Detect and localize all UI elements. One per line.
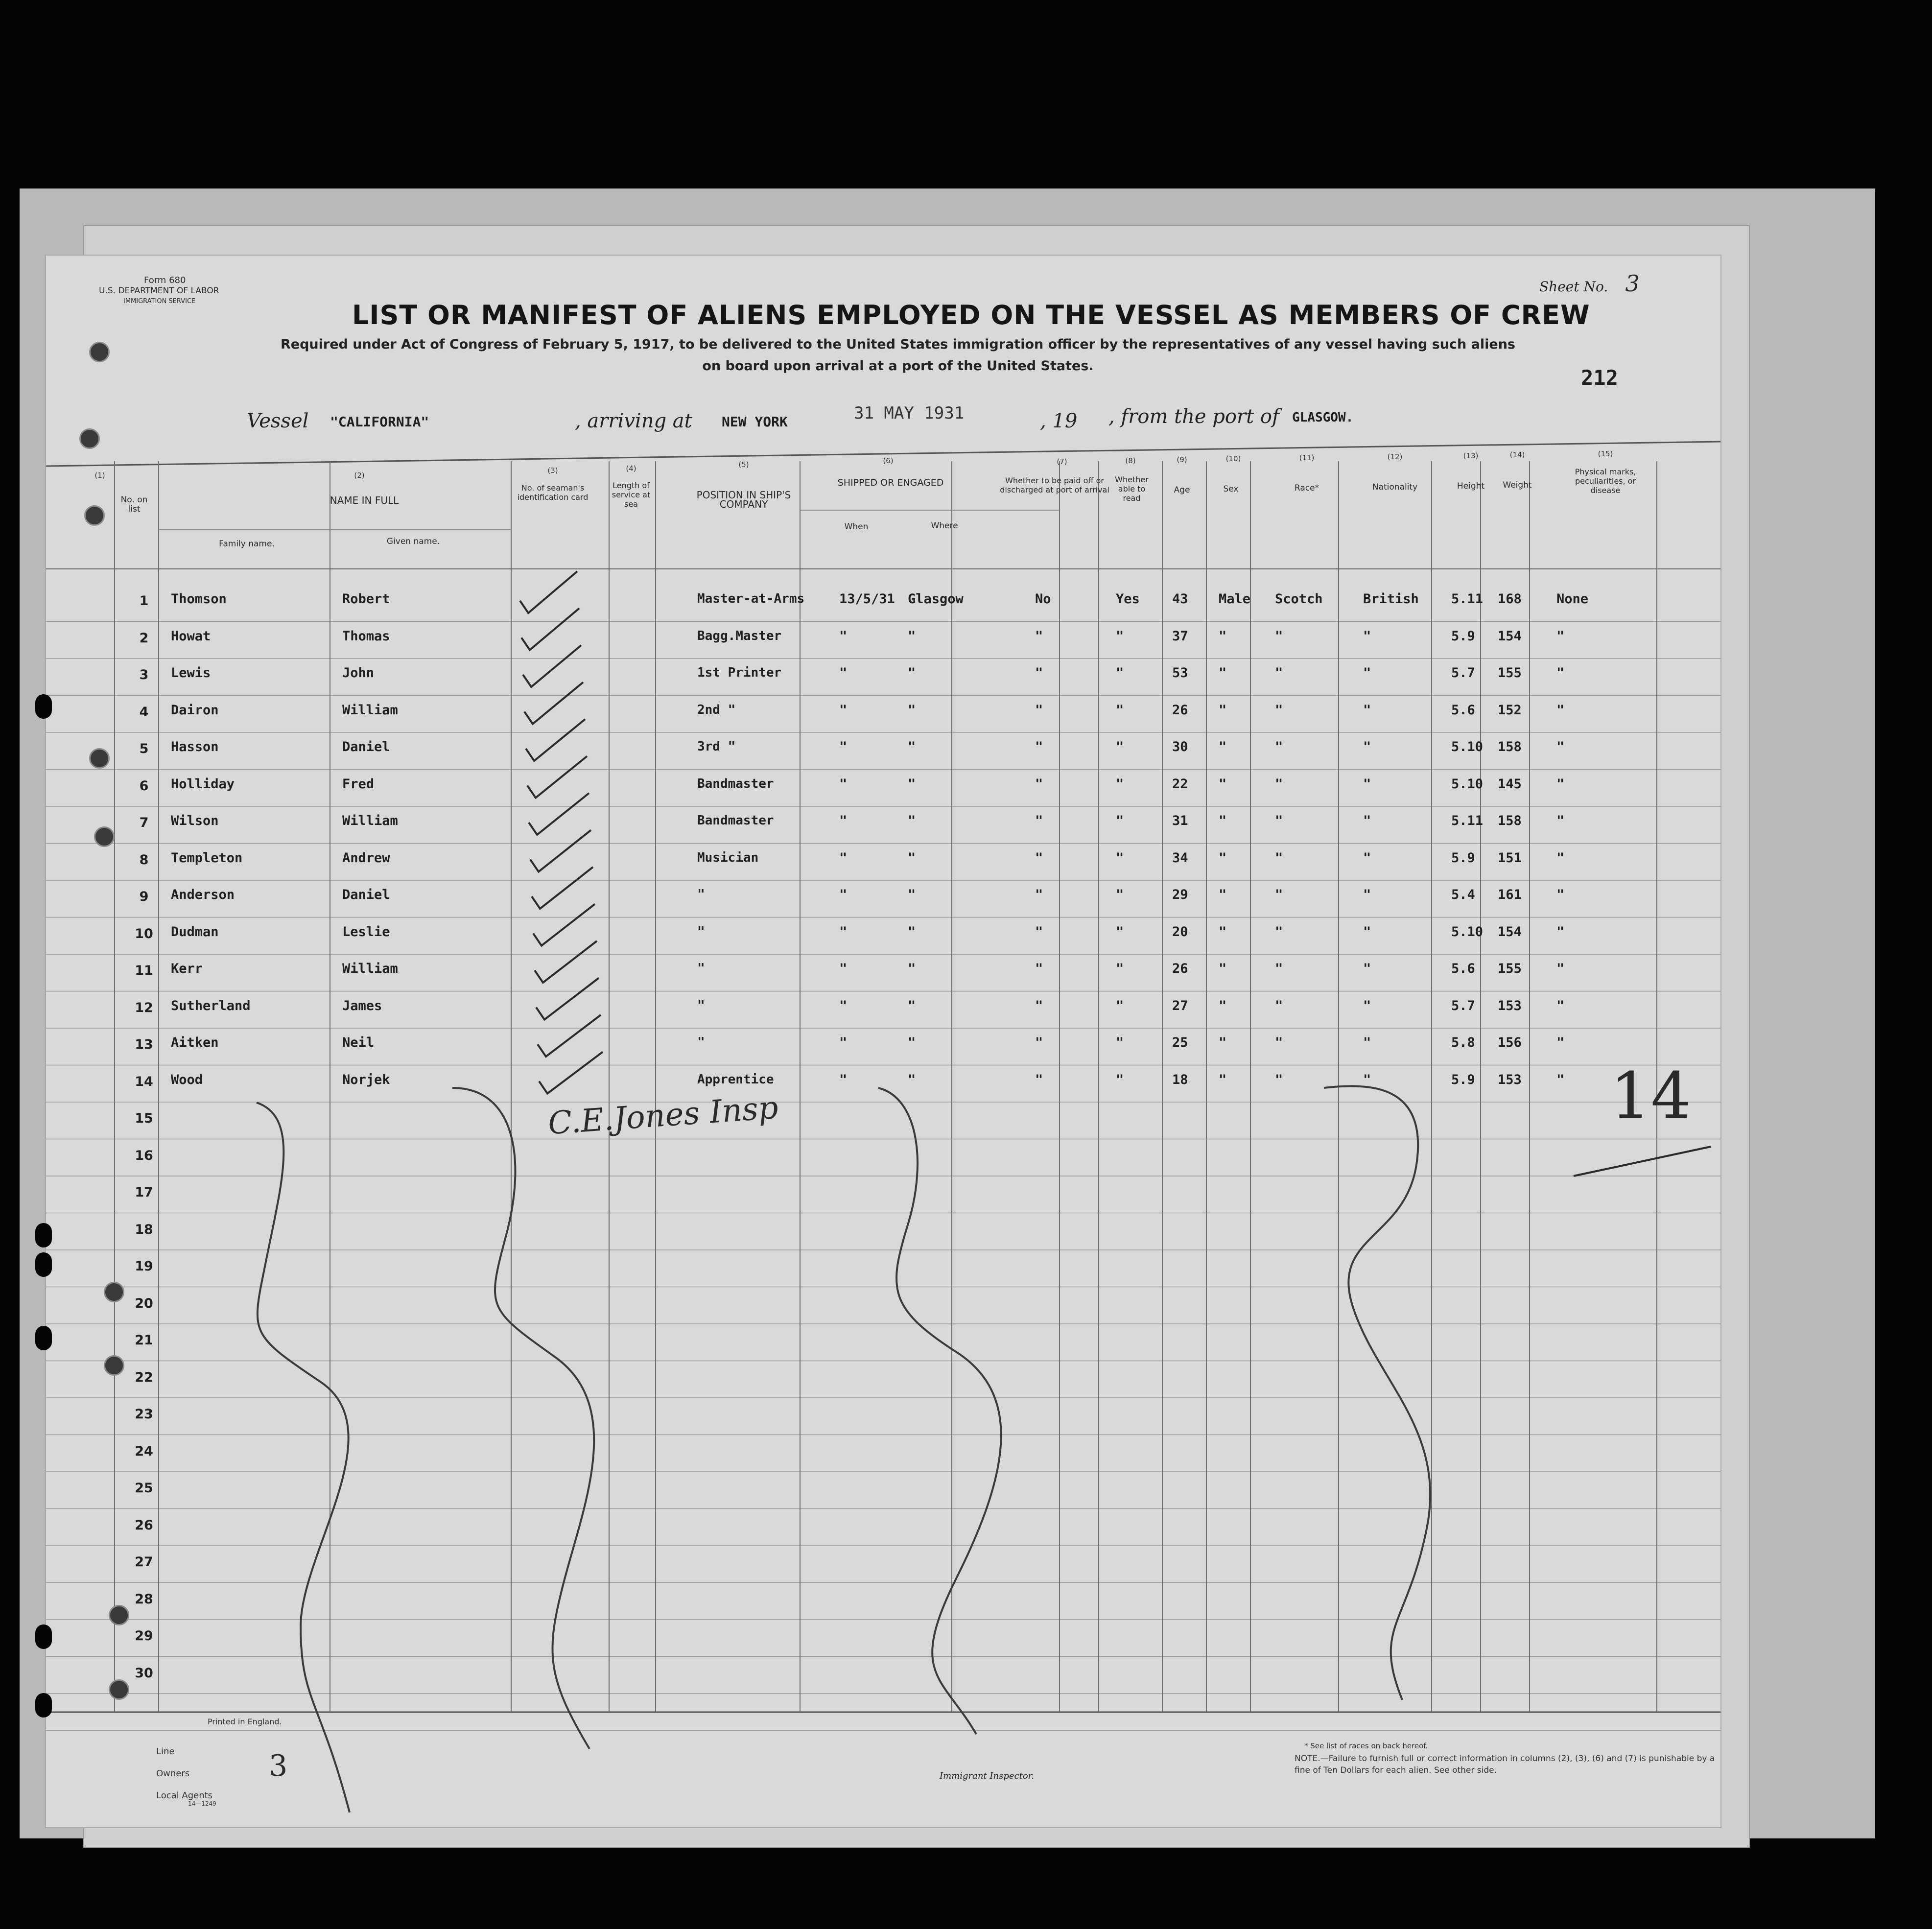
sex-cell: " [1219,776,1227,792]
paid-off-cell: " [1035,1035,1043,1050]
physical-marks-cell: " [1556,850,1565,866]
physical-marks-cell: " [1556,739,1565,754]
row-number: 17 [135,1185,153,1200]
weight-cell: 151 [1498,850,1522,866]
nationality-cell: " [1363,924,1371,940]
binder-clip [35,1252,52,1277]
paid-off-cell: " [1035,998,1043,1013]
row-number: 5 [139,741,149,756]
from-port-label: , from the port of [1108,405,1279,428]
age-cell: 37 [1172,628,1188,644]
height-cell: 5.10 [1451,924,1484,940]
weight-cell: 154 [1498,628,1522,644]
shipped-when-cell: " [839,1072,848,1087]
family-name-cell: Wood [171,1072,203,1087]
shipped-where-cell: Glasgow [908,591,964,607]
able-to-read-cell: " [1116,1035,1124,1050]
sex-cell: Male [1219,591,1251,607]
height-cell: 5.11 [1451,813,1484,828]
given-name-cell: Neil [342,1035,375,1050]
paid-off-cell: " [1035,850,1043,866]
row-number: 3 [139,667,149,682]
paid-off-cell: " [1035,739,1043,754]
handwritten-total: 14 [1610,1059,1692,1133]
weight-cell: 145 [1498,776,1522,792]
height-cell: 5.9 [1451,1072,1475,1087]
row-number: 7 [139,815,149,830]
binder-clip [35,1326,52,1350]
row-number: 22 [135,1369,153,1385]
physical-marks-cell: " [1556,961,1565,976]
given-name-cell: Daniel [342,887,390,902]
family-name-cell: Lewis [171,665,211,681]
height-cell: 5.7 [1451,665,1475,681]
shipped-where-cell: " [908,887,916,902]
physical-marks-cell: " [1556,887,1565,902]
row-number: 10 [135,926,153,941]
race-cell: " [1275,702,1283,718]
sex-cell: " [1219,665,1227,681]
row-number: 26 [135,1517,153,1533]
position-cell: " [697,924,705,939]
height-cell: 5.4 [1451,887,1475,902]
shipped-where-cell: " [908,665,916,681]
header-id-card: No. of seaman's identification card [517,483,589,502]
position-cell: 3rd " [697,739,736,754]
family-name-cell: Howat [171,628,211,644]
sex-cell: " [1219,1072,1227,1087]
position-cell: 1st Printer [697,665,782,680]
able-to-read-cell: " [1116,813,1124,828]
sex-cell: " [1219,739,1227,754]
age-cell: 34 [1172,850,1188,866]
height-cell: 5.8 [1451,1035,1475,1050]
race-cell: " [1275,813,1283,828]
row-number: 6 [139,778,149,794]
punch-hole [89,342,110,362]
row-number: 28 [135,1591,153,1607]
race-cell: " [1275,850,1283,866]
row-number: 29 [135,1628,153,1644]
shipped-where-cell: " [908,850,916,866]
able-to-read-cell: " [1116,998,1124,1013]
weight-cell: 156 [1498,1035,1522,1050]
family-name-cell: Anderson [171,887,235,902]
header-position: POSITION IN SHIP'S COMPANY [696,489,791,510]
given-name-cell: James [342,998,382,1013]
physical-marks-cell: " [1556,628,1565,644]
height-cell: 5.7 [1451,998,1475,1013]
race-cell: Scotch [1275,591,1323,607]
immigrant-inspector-label: Immigrant Inspector. [940,1771,1035,1781]
shipped-when-cell: " [839,739,848,754]
given-name-cell: Robert [342,591,390,607]
shipped-where-cell: " [908,1035,916,1050]
binder-clip [35,1223,52,1247]
given-name-cell: Thomas [342,628,390,644]
header-weight: Weight [1503,480,1532,490]
age-cell: 25 [1172,1035,1188,1050]
row-number: 12 [135,1000,153,1015]
sheet-value: 3 [1625,270,1640,297]
weight-cell: 161 [1498,887,1522,902]
shipped-where-cell: " [908,702,916,718]
age-cell: 53 [1172,665,1188,681]
row-number: 20 [135,1295,153,1311]
physical-marks-cell: " [1556,924,1565,940]
binder-clip [35,1624,52,1649]
height-cell: 5.10 [1451,776,1484,792]
paid-off-cell: " [1035,887,1043,902]
header-family-name: Family name. [219,539,275,549]
shipped-when-cell: " [839,1035,848,1050]
weight-cell: 153 [1498,998,1522,1013]
weight-cell: 152 [1498,702,1522,718]
row-number: 25 [135,1481,153,1496]
physical-marks-cell: " [1556,665,1565,681]
family-name-cell: Dairon [171,702,219,718]
position-cell: Apprentice [697,1072,774,1087]
age-cell: 20 [1172,924,1188,940]
nationality-cell: " [1363,739,1371,754]
age-cell: 26 [1172,702,1188,718]
able-to-read-cell: " [1116,628,1124,644]
family-name-cell: Thomson [171,591,227,607]
family-name-cell: Sutherland [171,998,251,1013]
able-to-read-cell: " [1116,850,1124,866]
department-label: U.S. DEPARTMENT OF LABOR [99,286,219,296]
row-number: 16 [135,1148,153,1163]
row-number: 23 [135,1407,153,1422]
family-name-cell: Aitken [171,1035,219,1050]
height-cell: 5.6 [1451,961,1475,976]
paid-off-cell: " [1035,961,1043,976]
sex-cell: " [1219,850,1227,866]
row-number: 14 [135,1074,153,1089]
physical-marks-cell: " [1556,776,1565,792]
page-title: LIST OR MANIFEST OF ALIENS EMPLOYED ON THE VESSEL AS MEMBERS OF CREW [352,300,1590,330]
paid-off-cell: " [1035,628,1043,644]
age-cell: 30 [1172,739,1188,754]
shipped-where-cell: " [908,813,916,828]
able-to-read-cell: " [1116,961,1124,976]
physical-marks-cell: " [1556,998,1565,1013]
punch-hole [109,1679,129,1700]
shipped-where-cell: " [908,739,916,754]
able-to-read-cell: " [1116,665,1124,681]
weight-cell: 158 [1498,739,1522,754]
header-name-in-full: NAME IN FULL [330,494,399,506]
age-cell: 43 [1172,591,1188,607]
able-to-read-cell: " [1116,1072,1124,1087]
position-cell: Bandmaster [697,813,774,828]
paid-off-cell: " [1035,776,1043,792]
row-number: 2 [139,630,149,646]
age-cell: 31 [1172,813,1188,828]
shipped-when-cell: " [839,813,848,828]
page-subtitle: Required under Act of Congress of February 5, 1917, to be delivered to the United States immigration officer by the representatives of any vessel having such aliens on board upon arrival at a port of the United States. [280,337,1515,374]
header-race: Race* [1294,483,1319,493]
header-given-name: Given name. [386,537,440,546]
position-cell: " [697,1035,705,1050]
shipped-when-cell: 13/5/31 [839,591,895,607]
able-to-read-cell: " [1116,887,1124,902]
family-name-cell: Hasson [171,739,219,754]
height-cell: 5.9 [1451,850,1475,866]
shipped-when-cell: " [839,702,848,718]
row-number: 9 [139,889,149,904]
punch-hole [109,1605,129,1625]
weight-cell: 153 [1498,1072,1522,1087]
position-cell: " [697,961,705,976]
sex-cell: " [1219,813,1227,828]
vessel-label: Vessel [247,410,309,432]
sex-cell: " [1219,702,1227,718]
row-number: 30 [135,1665,153,1681]
weight-cell: 168 [1498,591,1522,607]
position-cell: 2nd " [697,702,736,717]
shipped-when-cell: " [839,665,848,681]
header-no-on-list: No. on list [120,495,148,514]
physical-marks-cell: " [1556,1035,1565,1050]
punch-hole [104,1282,124,1302]
header-able-to-read: Whether able to read [1115,475,1149,503]
arriving-port: NEW YORK [722,414,788,430]
able-to-read-cell: " [1116,776,1124,792]
nationality-cell: British [1363,591,1419,607]
arriving-label: , arriving at [575,410,692,432]
header-paid-off: Whether to be paid off or discharged at port of arrival [1000,476,1109,494]
weight-cell: 154 [1498,924,1522,940]
paid-off-cell: No [1035,591,1051,607]
shipped-when-cell: " [839,628,848,644]
vessel-name: "CALIFORNIA" [330,414,429,430]
family-name-cell: Wilson [171,813,219,828]
punch-hole [89,748,110,769]
row-number: 15 [135,1111,153,1126]
punch-hole [94,826,115,847]
given-name-cell: John [342,665,375,681]
physical-marks-cell: " [1556,702,1565,718]
age-cell: 29 [1172,887,1188,902]
from-port: GLASGOW. [1292,410,1354,425]
shipped-where-cell: " [908,1072,916,1087]
weight-cell: 155 [1498,665,1522,681]
given-name-cell: Andrew [342,850,390,866]
sex-cell: " [1219,998,1227,1013]
given-name-cell: Leslie [342,924,390,940]
age-cell: 18 [1172,1072,1188,1087]
given-name-cell: William [342,702,398,718]
printed-in-england: Printed in England. [208,1717,282,1726]
owners-number: 3 [269,1749,288,1783]
binder-clip [35,694,52,719]
nationality-cell: " [1363,776,1371,792]
row-number: 18 [135,1222,153,1237]
age-cell: 22 [1172,776,1188,792]
shipped-where-cell: " [908,998,916,1013]
sheet-label: Sheet No. [1539,279,1608,295]
physical-marks-cell: " [1556,813,1565,828]
race-cell: " [1275,961,1283,976]
owners-label: Owners [156,1768,190,1779]
nationality-cell: " [1363,887,1371,902]
nationality-cell: " [1363,665,1371,681]
race-cell: " [1275,1072,1283,1087]
binder-clip [35,1693,52,1717]
nationality-cell: " [1363,628,1371,644]
nationality-cell: " [1363,961,1371,976]
paid-off-cell: " [1035,665,1043,681]
weight-cell: 155 [1498,961,1522,976]
local-agents-label: Local Agents [156,1790,213,1801]
position-cell: Bagg.Master [697,628,782,643]
row-number: 19 [135,1259,153,1274]
row-number: 21 [135,1333,153,1348]
sex-cell: " [1219,1035,1227,1050]
physical-marks-cell: None [1556,591,1589,607]
header-shipped-engaged: SHIPPED OR ENGAGED [837,477,944,488]
header-height: Height [1457,481,1485,491]
shipped-when-cell: " [839,924,848,940]
header-nationality: Nationality [1372,482,1418,492]
race-cell: " [1275,887,1283,902]
row-number: 13 [135,1037,153,1052]
sex-cell: " [1219,628,1227,644]
physical-marks-cell: " [1556,1072,1565,1087]
nationality-cell: " [1363,702,1371,718]
page-number: 212 [1581,366,1618,390]
nationality-cell: " [1363,850,1371,866]
row-number: 1 [139,593,149,609]
shipped-where-cell: " [908,628,916,644]
weight-cell: 158 [1498,813,1522,828]
manifest-page: Form 680 U.S. DEPARTMENT OF LABOR IMMIGRATION SERVICE Sheet No. 3 LIST OR MANIFEST OF ALIENS EMPLOYED ON THE VESSEL AS MEMBERS OF CREW Required under Act of Congress of February 5, 1917, to be delivered to the United States immigration officer by the representatives of any vessel having such aliens on board upon arrival at a port of the United States. 212 Vessel "CALIFORNIA" , arriving at NEW YORK 31 MAY 1931 , 19 , from the port of GLASGOW. (1) (2) (3) (4) (5) (6) (7) (8) (9) (10) (11) (12) (13) (14) (15) No. on list NAME IN FULL Family name. Given name. No. of seaman's identification card Length of service at sea POSITION IN SHIP'S COMPANY SHIPPED OR ENGAGED When Where Whether to be paid off or discharged at port of arrival Whether able to read Age Sex Race* Nationality Height Weight Physical marks, peculiarities, or disease 1 Thomson Robert Master-at-Arms 13/5/31 Glasgow No Yes 43 Male Scotch British 5.11 168 None 2 Howat Thomas Bagg.Master " " " " 37 " " " 5.9 154 " 3 Lewis John 1st Printer " " " " 53 " " " 5.7 155 " 4 Dairon William 2nd " " " " " 26 " " " 5.6 152 " 5 Hasson Daniel 3rd " " " " " 30 " " " 5.10 158 " 6 Holliday Fred Bandmaster " " " " 22 " " " 5.10 145 " 7 Wilson William Bandmaster " " " " 31 " " " 5.11 158 " 8 Templeton Andrew Musician " " " " 34 " " " 5.9 151 " 9 Anderson Daniel " " " " " 29 " " " 5.4 161 " 10 Dudman Leslie " " " " " 20 " " " 5.10 154 " 11 Kerr William " " " " " 26 " " " 5.6 155 " 12 Sutherland James " " " " " 27 " " " 5.7 153 " 13 Aitken Neil " " " " " 25 " " " 5.8 156 " 14 Wood Norjek Apprentice " " " " 18 " " " 5.9 153 " 15 16 17 18 19 20 21 22 23 24 25 26 27 28 29 30 C.E.Jones Insp 14 Printed in England. Line Owners 3 Local Agents 14—1249 Immigrant Inspector. * See list of races on back hereof. NOTE.—Failure to furnish full or correct information in columns (2), (3), (6) and (7) is punishable by a fine of Ten Dollars for each alien. See other side. [45,255,1721,1828]
height-cell: 5.9 [1451,628,1475,644]
position-cell: Master-at-Arms [697,591,805,606]
header-where: Where [931,521,958,531]
position-cell: " [697,887,705,902]
arrival-date-stamp: 31 MAY 1931 [854,403,965,423]
given-name-cell: Daniel [342,739,390,754]
able-to-read-cell: " [1116,739,1124,754]
nationality-cell: " [1363,998,1371,1013]
shipped-when-cell: " [839,776,848,792]
given-name-cell: Fred [342,776,375,792]
family-name-cell: Kerr [171,961,203,976]
header-sex: Sex [1223,484,1239,494]
races-note: * See list of races on back hereof. [1304,1741,1428,1750]
given-name-cell: William [342,813,398,828]
service-label: IMMIGRATION SERVICE [123,298,196,305]
nationality-cell: " [1363,1035,1371,1050]
paid-off-cell: " [1035,702,1043,718]
shipped-when-cell: " [839,998,848,1013]
family-name-cell: Dudman [171,924,219,940]
sex-cell: " [1219,961,1227,976]
local-agents-code: 14—1249 [188,1800,216,1807]
given-name-cell: Norjek [342,1072,390,1087]
punch-hole [104,1355,124,1376]
shipped-where-cell: " [908,776,916,792]
given-name-cell: William [342,961,398,976]
able-to-read-cell: " [1116,924,1124,940]
punch-hole [79,428,100,449]
header-age: Age [1174,485,1190,495]
paid-off-cell: " [1035,813,1043,828]
shipped-when-cell: " [839,850,848,866]
shipped-where-cell: " [908,924,916,940]
row-number: 4 [139,704,149,720]
nationality-cell: " [1363,1072,1371,1087]
race-cell: " [1275,739,1283,754]
row-number: 11 [135,963,153,978]
family-name-cell: Holliday [171,776,235,792]
header-when: When [844,522,869,532]
punch-hole [84,505,105,526]
position-cell: " [697,998,705,1013]
shipped-where-cell: " [908,961,916,976]
race-cell: " [1275,665,1283,681]
header-physical-marks: Physical marks, peculiarities, or disease [1575,467,1636,495]
shipped-when-cell: " [839,887,848,902]
age-cell: 27 [1172,998,1188,1013]
paid-off-cell: " [1035,1072,1043,1087]
age-cell: 26 [1172,961,1188,976]
year-label: , 19 [1040,410,1078,432]
height-cell: 5.10 [1451,739,1484,754]
race-cell: " [1275,776,1283,792]
height-cell: 5.6 [1451,702,1475,718]
height-cell: 5.11 [1451,591,1484,607]
line-label: Line [156,1746,175,1757]
race-cell: " [1275,628,1283,644]
row-number: 8 [139,852,149,868]
position-cell: Bandmaster [697,776,774,791]
header-length-service: Length of service at sea [612,481,651,509]
paid-off-cell: " [1035,924,1043,940]
form-number: Form 680 [144,275,186,285]
race-cell: " [1275,924,1283,940]
position-cell: Musician [697,850,759,865]
shipped-when-cell: " [839,961,848,976]
family-name-cell: Templeton [171,850,243,866]
sex-cell: " [1219,887,1227,902]
race-cell: " [1275,998,1283,1013]
row-number: 27 [135,1554,153,1570]
able-to-read-cell: Yes [1116,591,1140,607]
able-to-read-cell: " [1116,702,1124,718]
fine-note: NOTE.—Failure to furnish full or correct information in columns (2), (3), (6) and (7) is punishable by a fine of Ten Dollars for each alien. See other side. [1295,1754,1715,1775]
race-cell: " [1275,1035,1283,1050]
row-number: 24 [135,1443,153,1459]
sex-cell: " [1219,924,1227,940]
inspector-signature: C.E.Jones Insp [546,1089,779,1142]
nationality-cell: " [1363,813,1371,828]
